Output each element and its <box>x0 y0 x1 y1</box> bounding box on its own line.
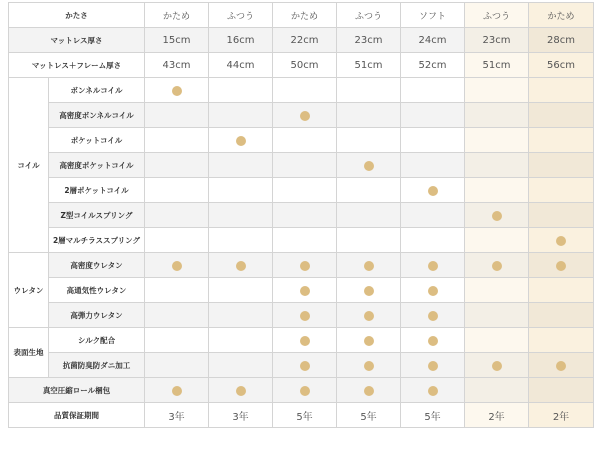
hardness-cell: ふつう <box>209 3 273 28</box>
feature-cell <box>465 78 529 103</box>
feature-cell <box>337 328 401 353</box>
feature-cell <box>337 253 401 278</box>
group-label-coil: コイル <box>9 78 49 253</box>
feature-cell <box>145 78 209 103</box>
feature-label: 高密度ウレタン <box>49 253 145 278</box>
feature-row <box>9 178 594 203</box>
feature-cell <box>337 303 401 328</box>
dimension-value: 51cm <box>337 53 401 78</box>
feature-row <box>9 153 594 178</box>
feature-cell <box>401 278 465 303</box>
warranty-row <box>9 403 594 428</box>
feature-cell <box>209 328 273 353</box>
feature-row <box>9 328 594 353</box>
dimension-value: 50cm <box>273 53 337 78</box>
feature-cell <box>529 303 594 328</box>
feature-cell <box>465 153 529 178</box>
dot-icon <box>300 311 310 321</box>
feature-cell <box>465 353 529 378</box>
dot-icon <box>364 261 374 271</box>
feature-cell <box>529 228 594 253</box>
feature-cell <box>273 153 337 178</box>
warranty-value: 3年 <box>145 403 209 428</box>
feature-cell <box>145 278 209 303</box>
feature-cell <box>401 103 465 128</box>
feature-cell <box>401 153 465 178</box>
feature-cell <box>273 253 337 278</box>
feature-label: Z型コイルスプリング <box>49 203 145 228</box>
feature-label: ポケットコイル <box>49 128 145 153</box>
feature-cell <box>529 178 594 203</box>
warranty-value: 5年 <box>401 403 465 428</box>
feature-row <box>9 203 594 228</box>
feature-cell <box>401 228 465 253</box>
feature-cell <box>209 303 273 328</box>
feature-cell <box>273 178 337 203</box>
warranty-value: 5年 <box>273 403 337 428</box>
feature-cell <box>209 253 273 278</box>
feature-label: 高通気性ウレタン <box>49 278 145 303</box>
dot-icon <box>364 336 374 346</box>
dimension-value: 15cm <box>145 28 209 53</box>
feature-label: シルク配合 <box>49 328 145 353</box>
warranty-value: 2年 <box>529 403 594 428</box>
dot-icon <box>300 386 310 396</box>
dot-icon <box>492 211 502 221</box>
dimension-value: 23cm <box>465 28 529 53</box>
dot-icon <box>236 261 246 271</box>
feature-cell <box>465 328 529 353</box>
hardness-cell: ふつう <box>465 3 529 28</box>
header-label: かたさ <box>9 3 145 28</box>
dimension-value: 16cm <box>209 28 273 53</box>
warranty-value: 5年 <box>337 403 401 428</box>
dot-icon <box>236 386 246 396</box>
feature-cell <box>145 153 209 178</box>
feature-row <box>9 103 594 128</box>
hardness-cell: ソフト <box>401 3 465 28</box>
feature-cell <box>529 78 594 103</box>
feature-label: 高密度ボンネルコイル <box>49 103 145 128</box>
feature-cell <box>401 303 465 328</box>
dot-icon <box>428 186 438 196</box>
feature-cell <box>145 353 209 378</box>
feature-row <box>9 128 594 153</box>
vacuum-cell <box>529 378 594 403</box>
group-label-fabric: 表面生地 <box>9 328 49 378</box>
feature-cell <box>529 253 594 278</box>
vacuum-cell <box>209 378 273 403</box>
dimension-value: 56cm <box>529 53 594 78</box>
feature-cell <box>401 328 465 353</box>
feature-cell <box>209 228 273 253</box>
feature-row <box>9 78 594 103</box>
feature-cell <box>465 178 529 203</box>
dot-icon <box>364 161 374 171</box>
dimension-value: 44cm <box>209 53 273 78</box>
dimension-value: 24cm <box>401 28 465 53</box>
feature-cell <box>337 78 401 103</box>
feature-row <box>9 253 594 278</box>
feature-row <box>9 353 594 378</box>
feature-cell <box>337 103 401 128</box>
feature-cell <box>529 328 594 353</box>
dimension-value: 23cm <box>337 28 401 53</box>
vacuum-label: 真空圧縮ロール梱包 <box>9 378 145 403</box>
dot-icon <box>300 286 310 296</box>
dimension-label: マットレス厚さ <box>9 28 145 53</box>
feature-cell <box>529 103 594 128</box>
feature-cell <box>529 278 594 303</box>
feature-cell <box>145 253 209 278</box>
vacuum-cell <box>337 378 401 403</box>
feature-cell <box>145 178 209 203</box>
feature-cell <box>337 203 401 228</box>
feature-cell <box>529 353 594 378</box>
warranty-value: 2年 <box>465 403 529 428</box>
dot-icon <box>492 261 502 271</box>
table-body <box>9 3 594 428</box>
feature-label: 抗菌防臭防ダニ加工 <box>49 353 145 378</box>
vacuum-cell <box>273 378 337 403</box>
dimension-value: 28cm <box>529 28 594 53</box>
dot-icon <box>300 361 310 371</box>
feature-cell <box>337 178 401 203</box>
feature-cell <box>209 278 273 303</box>
feature-row <box>9 278 594 303</box>
dot-icon <box>364 361 374 371</box>
header-row <box>9 3 594 28</box>
feature-cell <box>273 203 337 228</box>
feature-cell <box>465 228 529 253</box>
vacuum-cell <box>401 378 465 403</box>
feature-cell <box>273 78 337 103</box>
feature-cell <box>337 278 401 303</box>
feature-cell <box>273 278 337 303</box>
feature-label: 2層マルチラススプリング <box>49 228 145 253</box>
feature-cell <box>529 203 594 228</box>
feature-cell <box>529 153 594 178</box>
feature-cell <box>273 228 337 253</box>
feature-cell <box>145 228 209 253</box>
feature-cell <box>529 128 594 153</box>
feature-cell <box>465 278 529 303</box>
feature-cell <box>465 103 529 128</box>
hardness-cell: かため <box>273 3 337 28</box>
dimension-value: 52cm <box>401 53 465 78</box>
dot-icon <box>364 311 374 321</box>
feature-cell <box>401 203 465 228</box>
dimension-value: 51cm <box>465 53 529 78</box>
hardness-cell: ふつう <box>337 3 401 28</box>
group-label-urethane: ウレタン <box>9 253 49 328</box>
dot-icon <box>556 361 566 371</box>
feature-label: ボンネルコイル <box>49 78 145 103</box>
feature-cell <box>209 103 273 128</box>
dot-icon <box>492 361 502 371</box>
feature-cell <box>401 178 465 203</box>
feature-cell <box>465 303 529 328</box>
dot-icon <box>236 136 246 146</box>
dot-icon <box>364 386 374 396</box>
feature-cell <box>145 103 209 128</box>
feature-cell <box>337 228 401 253</box>
feature-label: 高密度ポケットコイル <box>49 153 145 178</box>
dot-icon <box>428 311 438 321</box>
feature-cell <box>273 328 337 353</box>
feature-label: 2層ポケットコイル <box>49 178 145 203</box>
feature-cell <box>209 153 273 178</box>
dot-icon <box>556 236 566 246</box>
mattress-comparison-table <box>8 2 594 428</box>
vacuum-row <box>9 378 594 403</box>
feature-cell <box>209 353 273 378</box>
dot-icon <box>364 286 374 296</box>
dot-icon <box>300 111 310 121</box>
dimension-row <box>9 53 594 78</box>
hardness-cell: かため <box>529 3 594 28</box>
feature-row <box>9 303 594 328</box>
feature-cell <box>465 203 529 228</box>
dot-icon <box>172 86 182 96</box>
dimension-value: 43cm <box>145 53 209 78</box>
dot-icon <box>428 261 438 271</box>
feature-cell <box>209 203 273 228</box>
vacuum-cell <box>145 378 209 403</box>
vacuum-cell <box>465 378 529 403</box>
feature-row <box>9 228 594 253</box>
feature-cell <box>145 328 209 353</box>
feature-cell <box>337 128 401 153</box>
dot-icon <box>556 261 566 271</box>
feature-cell <box>145 128 209 153</box>
feature-cell <box>273 303 337 328</box>
feature-cell <box>273 128 337 153</box>
dot-icon <box>428 336 438 346</box>
feature-cell <box>209 78 273 103</box>
feature-cell <box>465 128 529 153</box>
feature-cell <box>465 253 529 278</box>
feature-cell <box>209 128 273 153</box>
warranty-value: 3年 <box>209 403 273 428</box>
dot-icon <box>428 286 438 296</box>
feature-cell <box>337 353 401 378</box>
dot-icon <box>172 386 182 396</box>
dot-icon <box>428 361 438 371</box>
dimension-row <box>9 28 594 53</box>
dimension-value: 22cm <box>273 28 337 53</box>
dot-icon <box>172 261 182 271</box>
dimension-label: マットレス＋フレーム厚さ <box>9 53 145 78</box>
feature-cell <box>145 303 209 328</box>
feature-cell <box>401 128 465 153</box>
feature-label: 高弾力ウレタン <box>49 303 145 328</box>
feature-cell <box>145 203 209 228</box>
feature-cell <box>401 78 465 103</box>
dot-icon <box>300 261 310 271</box>
feature-cell <box>401 253 465 278</box>
warranty-label: 品質保証期間 <box>9 403 145 428</box>
hardness-cell: かため <box>145 3 209 28</box>
dot-icon <box>300 336 310 346</box>
feature-cell <box>273 353 337 378</box>
dot-icon <box>428 386 438 396</box>
feature-cell <box>337 153 401 178</box>
feature-cell <box>209 178 273 203</box>
feature-cell <box>401 353 465 378</box>
feature-cell <box>273 103 337 128</box>
